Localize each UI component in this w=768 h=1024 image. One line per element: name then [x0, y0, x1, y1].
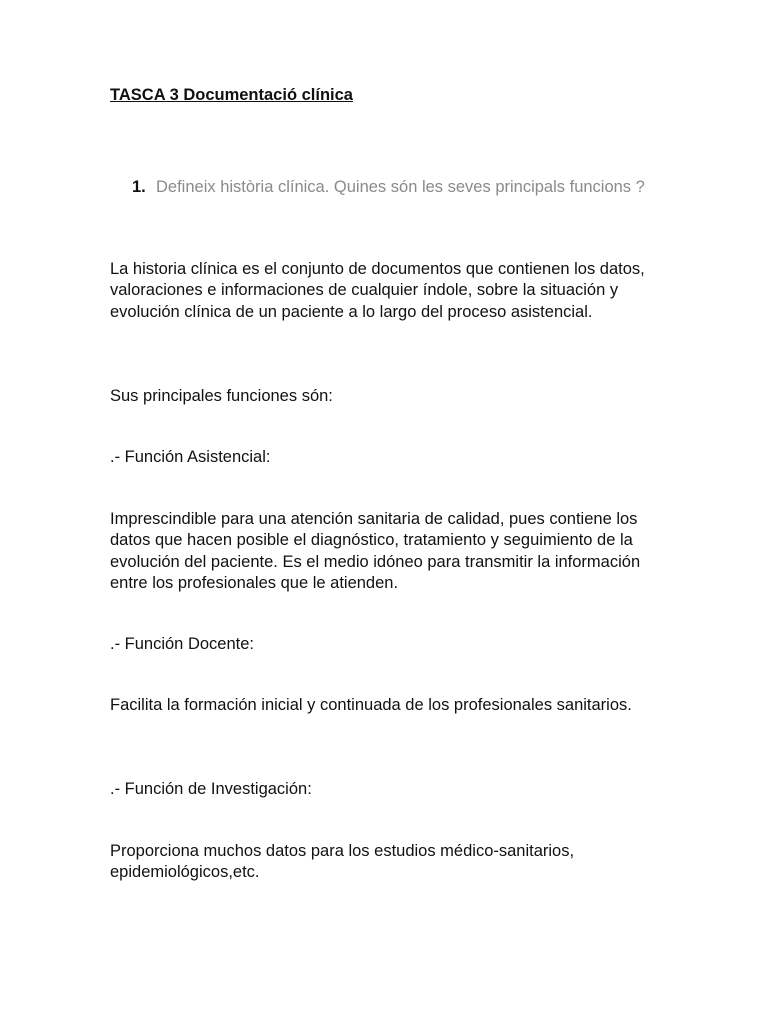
functions-intro: Sus principales funciones són:	[110, 387, 333, 405]
function-heading-asistencial: .- Función Asistencial:	[110, 448, 271, 466]
question-item	[110, 177, 658, 198]
function-heading-investigacion: .- Función de Investigación:	[110, 780, 312, 798]
document-title: TASCA 3 Documentació clínica	[110, 86, 353, 104]
question-text: Defineix història clínica. Quines són les seves principals funcions ?	[156, 178, 645, 196]
definition-paragraph: La historia clínica es el conjunto de documentos que contienen los datos, valoraciones e informaciones de cualquier índole, sobre la situación y evolución clínica de un paciente a lo largo del proceso asistencial.	[110, 260, 645, 321]
function-description-asistencial: Imprescindible para una atención sanitaria de calidad, pues contiene los datos que hacen posible el diagnóstico, tratamiento y seguimiento de la evolución del paciente. Es el medio idóneo para transmitir la información entre los profesionales que le atienden.	[110, 510, 641, 592]
function-heading-docente: .- Función Docente:	[110, 635, 254, 653]
function-description-investigacion: Proporciona muchos datos para los estudios médico-sanitarios, epidemiológicos,etc.	[110, 842, 575, 882]
question-number: 1.	[132, 178, 146, 196]
function-description-docente: Facilita la formación inicial y continuada de los profesionales sanitarios.	[110, 696, 632, 714]
